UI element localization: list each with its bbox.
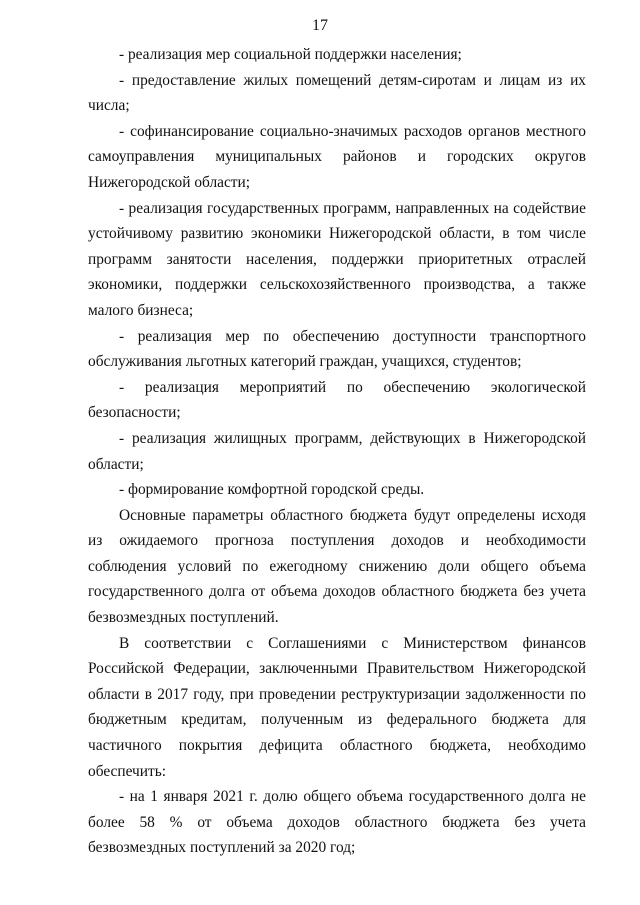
paragraph-debt-limit: - на 1 января 2021 г. долю общего объема государственного долга не более 58 % от объема доходов областного бюджета без учета безвозмездных поступлений за 2020 год; [88,788,586,857]
document-body [88,42,586,861]
paragraph-cofinancing: - софинансирование социально-значимых расходов органов местного самоуправления муниципальных районов и городских округов Нижегородской области; [88,122,586,191]
page-number: 17 [312,17,328,34]
paragraph-ecology: - реализация мероприятий по обеспечению экологической безопасности; [88,378,586,422]
paragraph-social-support: - реализация мер социальной поддержки населения; [119,46,462,63]
paragraph-housing-orphans: - предоставление жилых помещений детям-сиротам и лицам из их числа; [88,71,586,115]
paragraph-state-programs: - реализация государственных программ, направленных на содействие устойчивому развитию экономики Нижегородской области, в том числе программ занятости населения, поддержки приоритетных отраслей экономики, поддержки сельскохозяйственного производства, а также малого бизнеса; [88,199,586,319]
paragraph-urban-environment: - формирование комфортной городской среды. [119,481,425,499]
paragraph-housing-programs: - реализация жилищных программ, действующих в Нижегородской области; [88,429,586,473]
paragraph-transport: - реализация мер по обеспечению доступности транспортного обслуживания льготных категорий граждан, учащихся, студентов; [88,327,586,371]
paragraph-agreements: В соответствии с Соглашениями с Министерством финансов Российской Федерации, заключенными Правительством Нижегородской области в 2017 году, при проведении реструктуризации задолженности по бюджетным кредитам, полученным из федерального бюджета для частичного покрытия дефицита областного бюджета, необходимо обеспечить: [88,634,586,780]
paragraph-budget-parameters: Основные параметры областного бюджета будут определены исходя из ожидаемого прогноза поступления доходов и необходимости соблюдения условий по ежегодному снижению доли общего объема государственного долга от объема доходов областного бюджета без учета безвозмездных поступлений. [88,506,586,627]
